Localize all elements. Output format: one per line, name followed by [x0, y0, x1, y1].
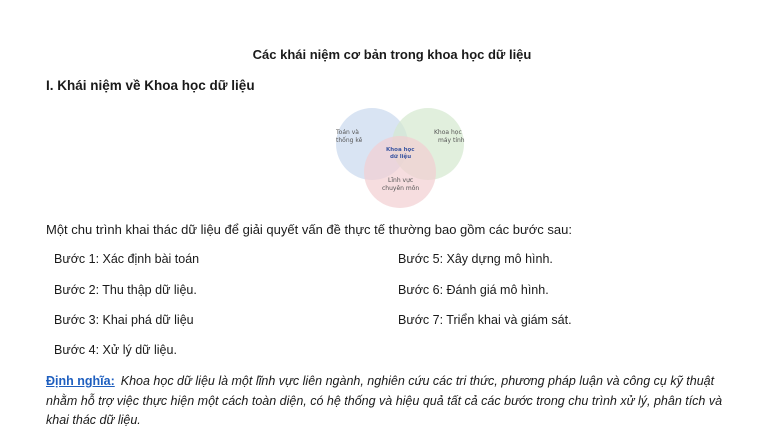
step-2: Bước 2: Thu thập dữ liệu. — [54, 283, 197, 297]
step-1: Bước 1: Xác định bài toán — [54, 252, 200, 266]
definition-paragraph — [46, 372, 746, 431]
venn-center-2: dữ liệu — [390, 154, 412, 160]
step-7: Bước 7: Triển khai và giám sát. — [398, 313, 572, 327]
step-6: Bước 6: Đánh giá mô hình. — [398, 283, 549, 297]
step-3: Bước 3: Khai phá dữ liệu — [54, 313, 194, 327]
definition-label: Định nghĩa: — [46, 374, 115, 388]
venn-label-math-1: Toán và — [336, 129, 359, 136]
step-4: Bước 4: Xử lý dữ liệu. — [54, 343, 177, 357]
venn-label-math-2: thống kê — [336, 137, 363, 144]
venn-label-domain-2: chuyên môn — [382, 185, 420, 192]
venn-center-1: Khoa học — [386, 147, 415, 153]
section-heading: I. Khái niệm về Khoa học dữ liệu — [46, 78, 255, 93]
venn-label-domain-1: Lĩnh vực — [388, 177, 414, 184]
venn-label-cs-1: Khoa học — [434, 129, 462, 136]
page-title: Các khái niệm cơ bản trong khoa học dữ liệu — [252, 47, 532, 62]
venn-label-cs-2: máy tính — [438, 137, 465, 144]
venn-diagram — [300, 108, 500, 208]
step-5: Bước 5: Xây dựng mô hình. — [398, 252, 553, 266]
definition-text: Khoa học dữ liệu là một lĩnh vực liên ngành, nghiên cứu các tri thức, phương pháp luận và công cụ kỹ thuật nhằm hỗ trợ việc thực hiện một cách toàn diện, có hệ thống và hiệu quả tất cả các bước trong chu trình xử lý, phân tích và khai thác dữ liệu. — [46, 374, 723, 427]
intro-text: Một chu trình khai thác dữ liệu để giải quyết vấn đề thực tế thường bao gồm các bước sau: — [46, 222, 572, 237]
